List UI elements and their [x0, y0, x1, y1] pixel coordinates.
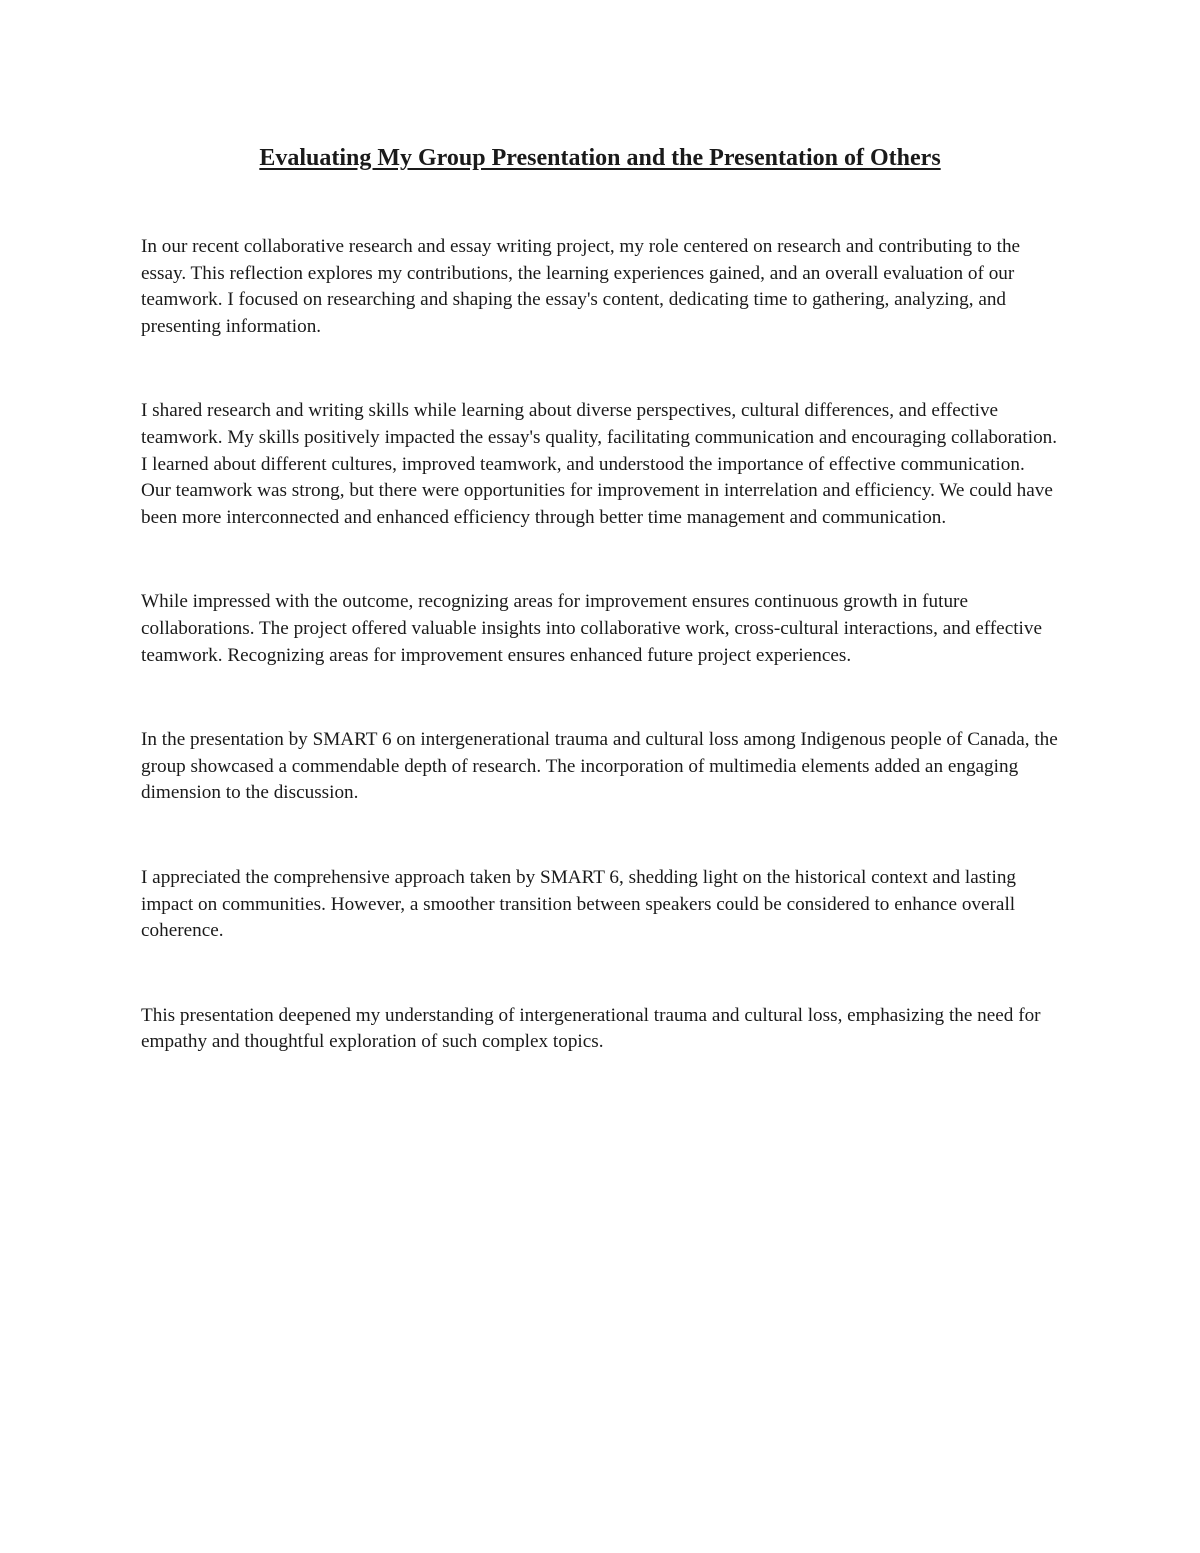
paragraph-3: While impressed with the outcome, recognizing areas for improvement ensures continuous growth in future collaborations. The project offered valuable insights into collaborative work, cross-cultural interactions, and effective teamwork. Recognizing areas for improvement ensures enhanced future project experiences.	[141, 591, 1042, 666]
paragraph-6: This presentation deepened my understanding of intergenerational trauma and cultural loss, emphasizing the need for empathy and thoughtful exploration of such complex topics.	[141, 1004, 1041, 1053]
document-title: Evaluating My Group Presentation and the Presentation of Others	[259, 145, 941, 171]
paragraph-1: In our recent collaborative research and essay writing project, my role centered on research and contributing to the essay. This reflection explores my contributions, the learning experiences gained, and an overall evaluation of our teamwork. I focused on researching and shaping the essay's content, dedicating time to gathering, analyzing, and presenting information.	[141, 236, 1021, 337]
document-body	[141, 234, 1059, 1114]
paragraph-5: I appreciated the comprehensive approach taken by SMART 6, shedding light on the historical context and lasting impact on communities. However, a smoother transition between speakers could be considered to enhance overall coherence.	[141, 866, 1017, 942]
paragraph-2: I shared research and writing skills while learning about diverse perspectives, cultural differences, and effective teamwork. My skills positively impacted the essay's quality, facilitating communication and encouraging collaboration. I learned about different cultures, improved teamwork, and understood the importance of effective communication. Our teamwork was strong, but there were opportunities for improvement in interrelation and efficiency. We could have been more interconnected and enhanced efficiency through better time management and communication.	[141, 400, 1058, 528]
paragraph-4: In the presentation by SMART 6 on intergenerational trauma and cultural loss among Indigenous people of Canada, the group showcased a commendable depth of research. The incorporation of multimedia elements added an engaging dimension to the discussion.	[141, 729, 1058, 804]
